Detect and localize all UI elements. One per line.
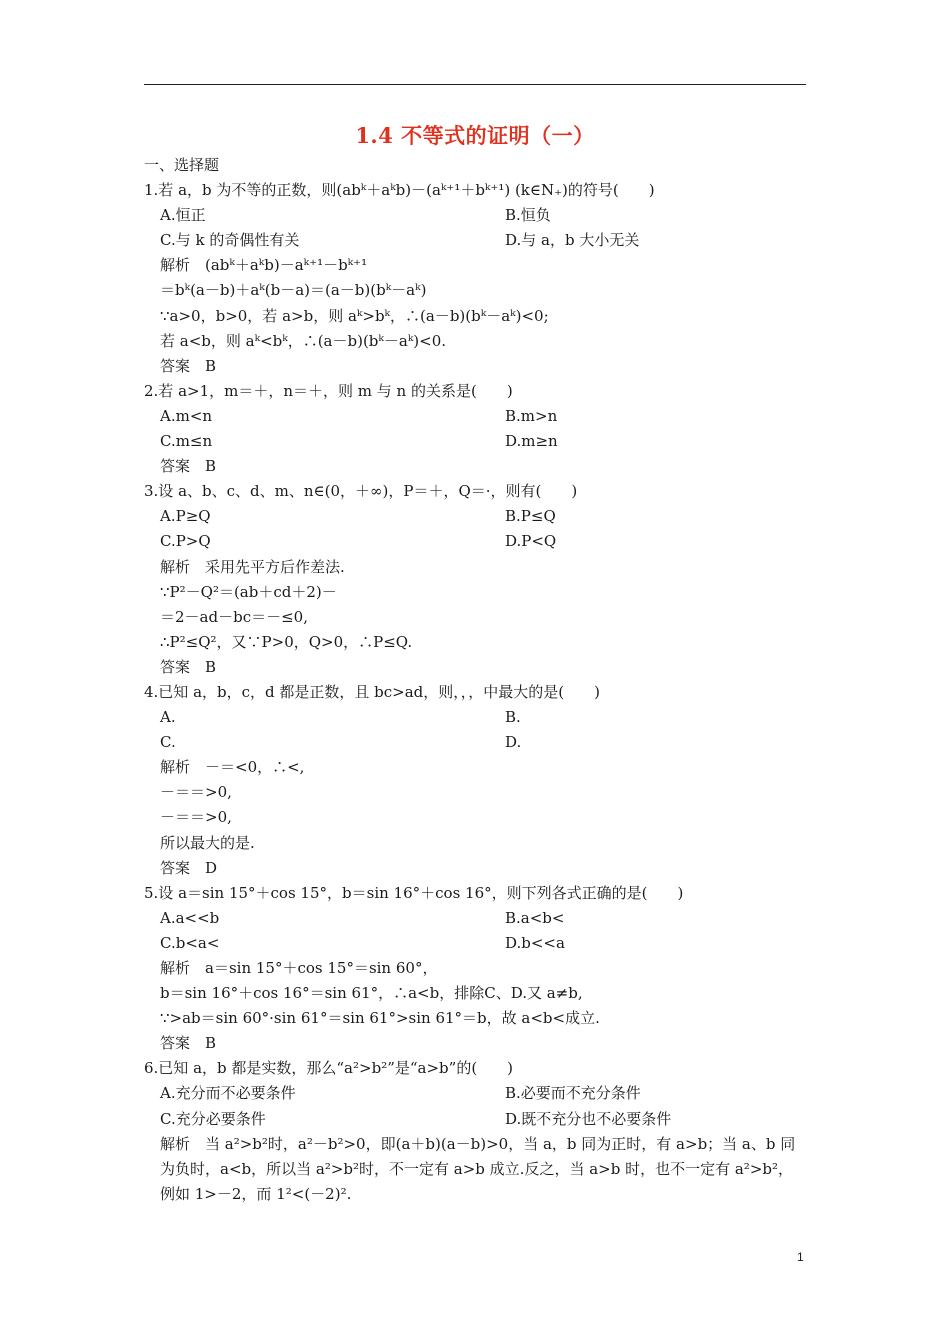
option-b: B. <box>505 708 521 727</box>
option-c: C.P>Q <box>160 532 211 551</box>
option-a: A. <box>160 708 176 727</box>
question-3-options-row2 <box>144 529 816 554</box>
solution-line: 解析 a＝sin 15°＋cos 15°＝sin 60°， <box>160 959 438 977</box>
page-title: 1.4 不等式的证明（一） <box>355 123 595 148</box>
option-d: D.既不充分也不必要条件 <box>505 1109 672 1128</box>
answer-line: 答案 B <box>160 1034 217 1053</box>
question-6-stem: 6.已知 a，b 都是实数，那么“a²>b²”是“a>b”的( ) <box>144 1059 514 1078</box>
question-5-options-row2 <box>144 931 816 956</box>
solution-paragraph: 解析 当 a²>b²时，a²－b²>0，即(a＋b)(a－b)>0，当 a，b 同为正时，有 a>b；当 a、b 同为负时，a<b，所以当 a²>b²时，不一定有 a>b 成立.反之，当 a>b 时，也不一定有 a²>b²，例如 1>－2，而 1²<(－2)². <box>160 1134 796 1203</box>
solution-line: ∵a>0，b>0，若 a>b，则 aᵏ>bᵏ，∴(a－b)(bᵏ－aᵏ)<0; <box>160 306 549 325</box>
option-a: A.a<<b <box>160 908 220 927</box>
solution-line: 解析 采用先平方后作差法. <box>160 557 345 576</box>
option-c: C.充分必要条件 <box>160 1109 266 1128</box>
option-a: A.P≥Q <box>160 507 211 526</box>
section-heading: 一、选择题 <box>144 156 220 174</box>
solution-line: 所以最大的是. <box>160 833 255 852</box>
option-a: A.m<n <box>160 406 213 425</box>
option-a: A.恒正 <box>160 206 206 225</box>
option-d: D.与 a，b 大小无关 <box>505 231 640 250</box>
header-rule <box>144 84 806 85</box>
option-b: B.恒负 <box>505 206 551 225</box>
question-1-stem: 1.若 a，b 为不等的正数，则(abᵏ＋aᵏb)－(aᵏ⁺¹＋bᵏ⁺¹) (k∈N₊)的符号( ) <box>144 181 655 200</box>
option-c: C.b<a< <box>160 933 220 952</box>
question-2-stem: 2.若 a>1，m＝＋，n＝＋，则 m 与 n 的关系是( ) <box>144 381 513 400</box>
solution-line: －＝＝>0, <box>160 808 232 827</box>
question-1-options-row2 <box>144 228 816 253</box>
question-4-stem: 4.已知 a，b，c，d 都是正数，且 bc>ad，则，，，中最大的是( ) <box>144 682 600 701</box>
question-3-stem: 3.设 a、b、c、d、m、n∈(0，＋∞)，P＝＋，Q＝·，则有( ) <box>144 482 578 501</box>
solution-line: ∵P²－Q²＝(ab＋cd＋2)－ <box>160 582 337 601</box>
solution-line: 解析 －＝<0，∴<, <box>160 758 305 777</box>
option-b: B.必要而不充分条件 <box>505 1084 641 1103</box>
option-b: B.m>n <box>505 406 558 425</box>
option-b: B.a<b< <box>505 908 565 927</box>
option-a: A.充分而不必要条件 <box>160 1084 296 1103</box>
option-c: C.m≤n <box>160 432 213 451</box>
solution-line: ＝bᵏ(a－b)＋aᵏ(b－a)＝(a－b)(bᵏ－aᵏ) <box>160 281 427 300</box>
question-2-options-row1 <box>144 404 816 429</box>
option-d: D.P<Q <box>505 532 557 551</box>
option-d: D. <box>505 733 522 752</box>
option-d: D.m≥n <box>505 432 558 451</box>
solution-line: b＝sin 16°＋cos 16°＝sin 61°，∴a<b，排除C、D.又 a≠b, <box>160 984 583 1003</box>
solution-line: ∵>ab＝sin 60°·sin 61°＝sin 61°>sin 61°＝b，故 a<b<成立. <box>160 1009 600 1028</box>
question-2-options-row2 <box>144 429 816 454</box>
question-4-options-row2 <box>144 730 816 755</box>
option-c: C.与 k 的奇偶性有关 <box>160 231 300 250</box>
question-6-options-row1 <box>144 1081 816 1106</box>
question-6-options-row2 <box>144 1107 816 1132</box>
option-c: C. <box>160 733 176 752</box>
question-3-options-row1 <box>144 504 816 529</box>
solution-line: ∴P²≤Q²，又∵P>0，Q>0，∴P≤Q. <box>160 632 413 651</box>
document-body <box>144 153 816 1207</box>
question-5-stem: 5.设 a＝sin 15°＋cos 15°，b＝sin 16°＋cos 16°，则下列各式正确的是( ) <box>144 883 684 902</box>
solution-line: ＝2－ad－bc＝－≤0, <box>160 607 308 626</box>
solution-line: 若 a<b，则 aᵏ<bᵏ，∴(a－b)(bᵏ－aᵏ)<0. <box>160 331 447 350</box>
option-b: B.P≤Q <box>505 507 556 526</box>
question-1-options-row1 <box>144 203 816 228</box>
answer-line: 答案 B <box>160 356 217 375</box>
solution-line: 解析 (abᵏ＋aᵏb)－aᵏ⁺¹－bᵏ⁺¹ <box>160 256 368 275</box>
answer-line: 答案 B <box>160 657 217 676</box>
solution-line: －＝＝>0, <box>160 783 232 802</box>
answer-line: 答案 B <box>160 457 217 476</box>
question-4-options-row1 <box>144 705 816 730</box>
option-d: D.b<<a <box>505 933 565 952</box>
question-5-options-row1 <box>144 906 816 931</box>
answer-line: 答案 D <box>160 858 218 877</box>
page-number: 1 <box>797 1250 804 1264</box>
